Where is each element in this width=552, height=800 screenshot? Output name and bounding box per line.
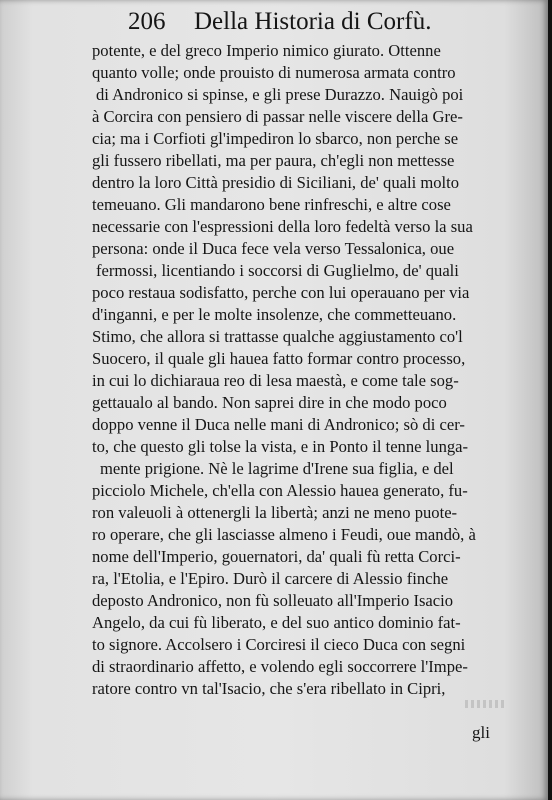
- text-line: to signore. Accolsero i Corciresi il cieco Duca con segni: [92, 635, 466, 654]
- text-line: di straordinario affetto, e volendo egli soccorrere l'Impe-: [92, 657, 468, 676]
- text-line: doppo venne il Duca nelle mani di Andronico; sò di cer-: [92, 415, 465, 434]
- text-line: ra, l'Etolia, e l'Epiro. Durò il carcere di Alessio finche: [92, 569, 449, 588]
- text-line: fermossi, licentiando i soccorsi di Guglielmo, de' quali: [96, 261, 459, 280]
- text-line: cia; ma i Corfioti gl'impediron lo sbarco, non perche se: [92, 129, 459, 148]
- text-line: potente, e del greco Imperio nimico giurato. Ottenne: [92, 41, 441, 60]
- text-line: quanto volle; onde prouisto di numerosa armata contro: [92, 63, 456, 82]
- text-line: ron valeuoli à ottenergli la libertà; anzi ne meno puote-: [92, 503, 458, 522]
- text-line: in cui lo dichiaraua reo di lesa maestà, e come tale sog-: [92, 371, 459, 390]
- text-line: picciolo Michele, ch'ella con Alessio hauea generato, fu-: [92, 481, 468, 500]
- text-line: dentro la loro Città presidio di Siciliani, de' quali molto: [92, 173, 460, 192]
- text-line: gli fussero ribellati, ma per paura, ch'egli non mettesse: [92, 151, 455, 170]
- text-line: temeuano. Gli mandarono bene rinfreschi, e altre cose: [92, 195, 451, 214]
- page-header: [110, 5, 490, 41]
- text-line: Suocero, il quale gli hauea fatto formar contro processo,: [92, 349, 466, 368]
- ink-show-through: [465, 700, 505, 708]
- page-edge-shadow: [548, 0, 552, 800]
- text-line: Angelo, da cui fù liberato, e del suo antico dominio fat-: [92, 613, 461, 632]
- catchword: gli: [472, 723, 490, 742]
- text-line: d'inganni, e per le molte insolenze, che commetteuano.: [92, 305, 457, 324]
- text-line: persona: onde il Duca fece vela verso Tessalonica, oue: [92, 239, 455, 258]
- text-line: di Andronico si spinse, e gli prese Durazzo. Nauigò poi: [96, 85, 464, 104]
- text-line: nome dell'Imperio, gouernatori, da' quali fù retta Corci-: [92, 547, 461, 566]
- text-line: à Corcira con pensiero di passar nelle viscere della Gre-: [92, 107, 463, 126]
- running-title: Della Historia di Corfù.: [194, 8, 432, 35]
- text-line: necessarie con l'espressioni della loro fedeltà verso la sua: [92, 217, 473, 236]
- text-line: to, che questo gli tolse la vista, e in Ponto il tenne lunga-: [92, 437, 469, 456]
- text-line: ro operare, che gli lasciasse almeno i Feudi, oue mandò, à: [92, 525, 476, 544]
- page-number: 206: [128, 8, 166, 35]
- text-line: mente prigione. Nè le lagrime d'Irene sua figlia, e del: [100, 459, 454, 478]
- text-line: gettaualo al bando. Non saprei dire in che modo poco: [92, 393, 447, 412]
- text-line: Stimo, che allora si trattasse qualche aggiustamento co'l: [92, 327, 463, 346]
- text-line: poco restaua sodisfatto, perche con lui operauano per via: [92, 283, 470, 302]
- body-text: [92, 40, 540, 700]
- text-line: deposto Andronico, non fù solleuato all'Imperio Isacio: [92, 591, 454, 610]
- text-line: ratore contro vn tal'Isacio, che s'era ribellato in Cipri,: [92, 679, 446, 698]
